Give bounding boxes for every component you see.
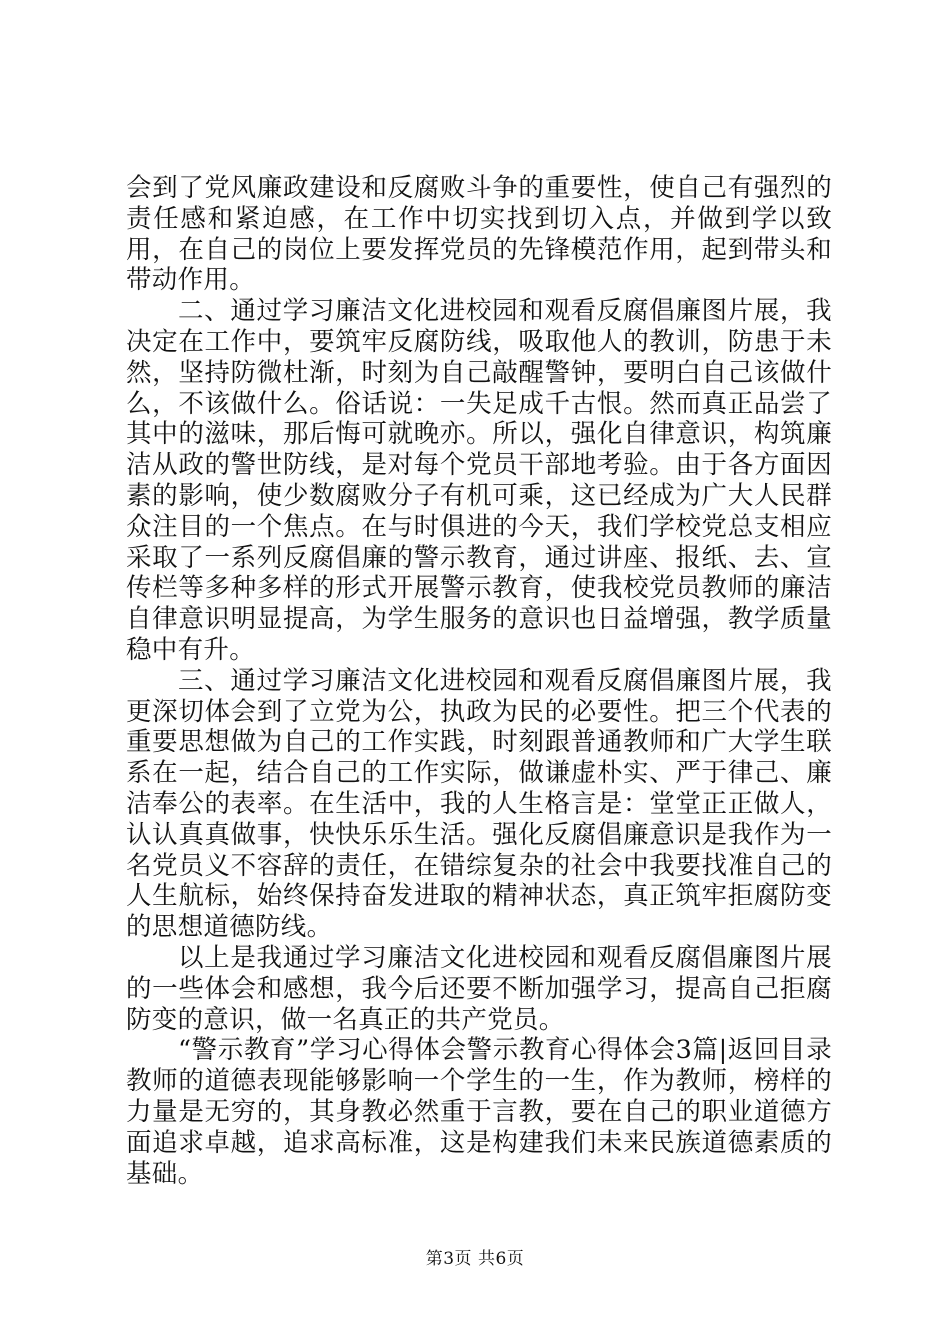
paragraph-section-three: 三、通过学习廉洁文化进校园和观看反腐倡廉图片展，我更深切体会到了立党为公，执政为民的必要性。把三个代表的重要思想做为自己的工作实践，时刻跟普通教师和广大学生联系在一起，结合自己的工作实际，做谦虚朴实、严于律己、廉洁奉公的表率。在生活中，我的人生格言是：堂堂正正做人，认认真真做事，快快乐乐生活。强化反腐倡廉意识是我作为一名党员义不容辞的责任，在错综复杂的社会中我要找准自己的人生航标，始终保持奋发进取的精神状态，真正筑牢拒腐防变的思想道德防线。: [126, 665, 832, 943]
paragraph-next-article: “警示教育”学习心得体会警示教育心得体会3篇|返回目录教师的道德表现能够影响一个学生的一生，作为教师，榜样的力量是无穷的，其身教必然重于言教，要在自己的职业道德方面追求卓越，追求高标准，这是构建我们未来民族道德素质的基础。: [126, 1035, 832, 1189]
body-text: [126, 173, 832, 1189]
paragraph-summary: 以上是我通过学习廉洁文化进校园和观看反腐倡廉图片展的一些体会和感想，我今后还要不断加强学习，提高自己拒腐防变的意识，做一名真正的共产党员。: [126, 942, 832, 1035]
paragraph-continuation: 会到了党风廉政建设和反腐败斗争的重要性，使自己有强烈的责任感和紧迫感，在工作中切实找到切入点，并做到学以致用，在自己的岗位上要发挥党员的先锋模范作用，起到带头和带动作用。: [126, 173, 832, 296]
page-number-footer: 第3页 共6页: [425, 1249, 525, 1269]
paragraph-section-two: 二、通过学习廉洁文化进校园和观看反腐倡廉图片展，我决定在工作中，要筑牢反腐防线，吸取他人的教训，防患于未然，坚持防微杜渐，时刻为自己敲醒警钟，要明白自己该做什么，不该做什么。俗话说：一失足成千古恨。然而真正品尝了其中的滋味，那后悔可就晚亦。所以，强化自律意识，构筑廉洁从政的警世防线，是对每个党员干部地考验。由于各方面因素的影响，使少数腐败分子有机可乘，这已经成为广大人民群众注目的一个焦点。在与时俱进的今天，我们学校党总支相应采取了一系列反腐倡廉的警示教育，通过讲座、报纸、去、宣传栏等多种多样的形式开展警示教育，使我校党员教师的廉洁自律意识明显提高，为学生服务的意识也日益增强，教学质量稳中有升。: [126, 296, 832, 665]
